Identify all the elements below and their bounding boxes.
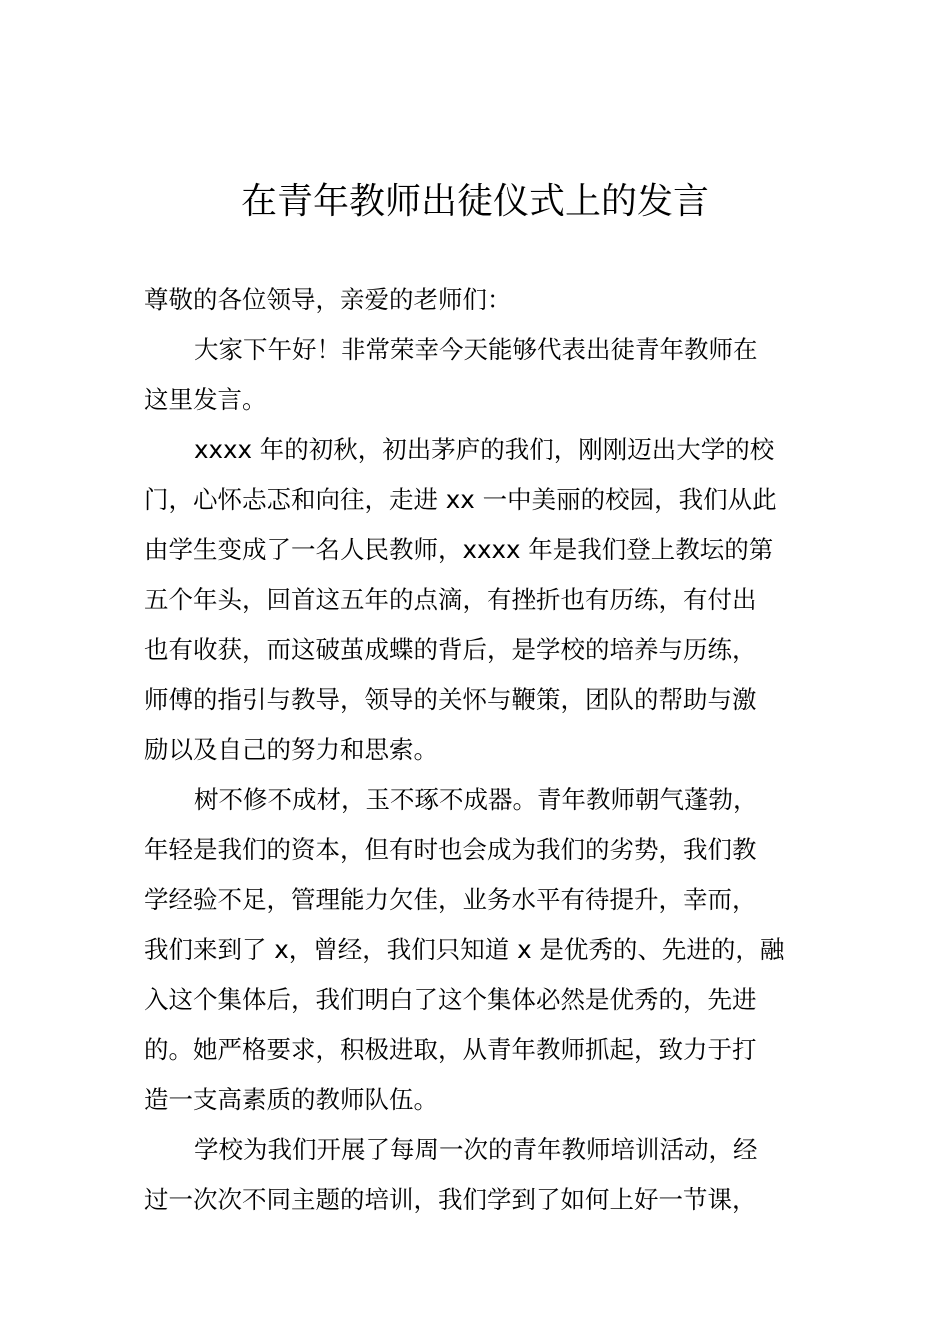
paragraph-line: 门，心怀忐忑和向往，走进 xx 一中美丽的校园，我们从此 xyxy=(144,485,777,514)
paragraph-line: 励以及自己的努力和思索。 xyxy=(144,735,438,764)
paragraph-line: xxxx 年的初秋，初出茅庐的我们，刚刚迈出大学的校 xyxy=(194,435,775,464)
paragraph-line: 造一支高素质的教师队伍。 xyxy=(144,1085,438,1114)
document-body xyxy=(144,275,812,1225)
paragraph-line: 我们来到了 x，曾经，我们只知道 x 是优秀的、先进的，融 xyxy=(144,935,785,964)
paragraph-line: 的。她严格要求，积极进取，从青年教师抓起，致力于打 xyxy=(144,1035,757,1064)
paragraph-line: 大家下午好！非常荣幸今天能够代表出徒青年教师在 xyxy=(194,335,758,364)
paragraph-line: 学经验不足，管理能力欠佳，业务水平有待提升，幸而， xyxy=(144,885,757,914)
paragraph-line: 师傅的指引与教导，领导的关怀与鞭策，团队的帮助与激 xyxy=(144,685,757,714)
paragraph-line: 入这个集体后，我们明白了这个集体必然是优秀的，先进 xyxy=(144,985,757,1014)
paragraph-line: 也有收获，而这破茧成蝶的背后，是学校的培养与历练， xyxy=(144,635,757,664)
paragraph-line: 五个年头，回首这五年的点滴，有挫折也有历练，有付出 xyxy=(144,585,757,614)
paragraph-line: 这里发言。 xyxy=(144,385,267,414)
salutation-line: 尊敬的各位领导，亲爱的老师们： xyxy=(144,285,512,314)
document-title: 在青年教师出徒仪式上的发言 xyxy=(240,181,709,222)
paragraph-line: 过一次次不同主题的培训，我们学到了如何上好一节课， xyxy=(144,1185,757,1214)
paragraph-line: 年轻是我们的资本，但有时也会成为我们的劣势，我们教 xyxy=(144,835,757,864)
paragraph-line: 树不修不成材，玉不琢不成器。青年教师朝气蓬勃， xyxy=(194,785,758,814)
paragraph-line: 学校为我们开展了每周一次的青年教师培训活动，经 xyxy=(194,1135,758,1164)
paragraph-line: 由学生变成了一名人民教师，xxxx 年是我们登上教坛的第 xyxy=(144,535,774,564)
